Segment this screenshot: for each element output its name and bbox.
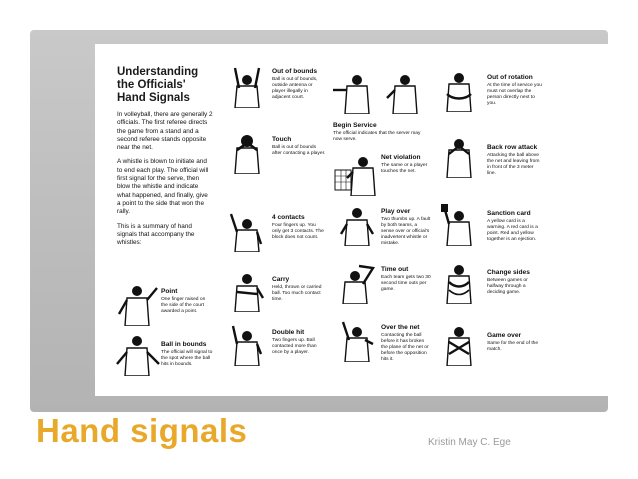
out-of-bounds-desc: Ball is out of bounds, outside antenna or player illegally in adjacent court. xyxy=(272,77,318,100)
change-sides-desc: Between games or halfway through a deciding game. xyxy=(487,278,528,295)
play-over-title: Play over xyxy=(381,208,411,215)
touch-figure xyxy=(223,132,271,174)
time-out-title: Time out xyxy=(381,266,409,273)
out-of-rotation-figure xyxy=(435,70,483,112)
play-over-desc: Two thumbs up. A fault by both teams, a sense over or official's inadvertent whistle or mistake. xyxy=(381,217,431,246)
out-of-bounds-figure xyxy=(223,66,271,108)
begin-service-title: Begin Service xyxy=(333,122,377,129)
game-over-figure xyxy=(435,324,483,366)
ball-in-title: Ball in bounds xyxy=(161,341,207,348)
touch-desc: Ball is out of bounds after contacting a player. xyxy=(272,145,326,156)
intro-paragraph-1: In volleyball, there are generally 2 officials. The first referee directs the game from a stand and a second referee stands opposite near the net. xyxy=(117,111,213,152)
slide-title: Hand signals xyxy=(36,412,248,449)
over-the-net-figure xyxy=(333,320,381,362)
point-figure xyxy=(113,284,161,326)
sanction-card-desc: A yellow card is a warning. A red card is a point. Red and yellow together is an ejection. xyxy=(487,219,538,242)
intro-paragraph-3: This is a summary of hand signals that accompany the whistles: xyxy=(117,222,195,247)
point-title: Point xyxy=(161,288,178,295)
change-sides-title: Change sides xyxy=(487,269,530,276)
begin-service-figure xyxy=(333,72,429,114)
time-out-desc: Each team gets two 30 second time outs per game. xyxy=(381,275,431,292)
over-the-net-desc: Contacting the ball before it has broken the plane of the net or before the opposition hits it. xyxy=(381,333,429,362)
four-contacts-title: 4 contacts xyxy=(272,214,305,221)
out-of-rotation-desc: At the time of service you must not overlap the person directly next to you. xyxy=(487,83,542,106)
carry-figure xyxy=(223,270,271,312)
back-row-attack-title: Back row attack xyxy=(487,144,538,151)
change-sides-figure xyxy=(435,262,483,304)
game-over-title: Game over xyxy=(487,332,522,339)
four-contacts-figure xyxy=(223,210,271,252)
sanction-card-title: Sanction card xyxy=(487,210,531,217)
net-violation-title: Net violation xyxy=(381,154,421,161)
out-of-rotation-title: Out of rotation xyxy=(487,74,533,81)
intro-paragraph-2: A whistle is blown to initiate and to end each play. The official will first signal for the serve, then blow the whistle and indicate what happened, and finally, give a point to the side that won the rally. xyxy=(117,158,209,216)
slide-author: Kristin May C. Ege xyxy=(428,437,511,448)
time-out-figure xyxy=(333,262,381,304)
out-of-bounds-title: Out of bounds xyxy=(272,68,318,75)
sanction-card-figure xyxy=(435,204,483,246)
double-hit-desc: Two fingers up. Ball contacted more than once by a player. xyxy=(272,338,317,355)
double-hit-title: Double hit xyxy=(272,329,305,336)
carry-title: Carry xyxy=(272,276,290,283)
four-contacts-desc: Four fingers up. You only get 3 contacts. The block does not count. xyxy=(272,223,324,240)
double-hit-figure xyxy=(223,324,271,366)
back-row-attack-desc: Attacking the ball above the net and leaving from in front of the 3 meter line. xyxy=(487,153,540,176)
ball-in-desc: The official will signal to the spot where the ball hits in bounds. xyxy=(161,350,213,367)
ball-in-figure xyxy=(113,334,161,376)
net-violation-figure xyxy=(333,154,381,196)
over-the-net-title: Over the net xyxy=(381,324,420,331)
begin-service-desc: The official indicates that the server may now serve. xyxy=(333,131,421,142)
back-row-attack-figure xyxy=(435,136,483,178)
touch-title: Touch xyxy=(272,136,292,143)
play-over-figure xyxy=(333,204,381,246)
poster-title: Understanding the Officials' Hand Signals xyxy=(117,66,199,104)
net-violation-desc: The same or a player touches the net. xyxy=(381,163,428,174)
hand-signals-poster xyxy=(95,44,609,396)
carry-desc: Held, thrown or carried ball. Too much contact time. xyxy=(272,285,322,302)
point-desc: One finger raised on the side of the court awarded a point. xyxy=(161,297,206,314)
game-over-desc: Same for the end of the match. xyxy=(487,341,539,352)
poster-intro xyxy=(117,66,213,253)
